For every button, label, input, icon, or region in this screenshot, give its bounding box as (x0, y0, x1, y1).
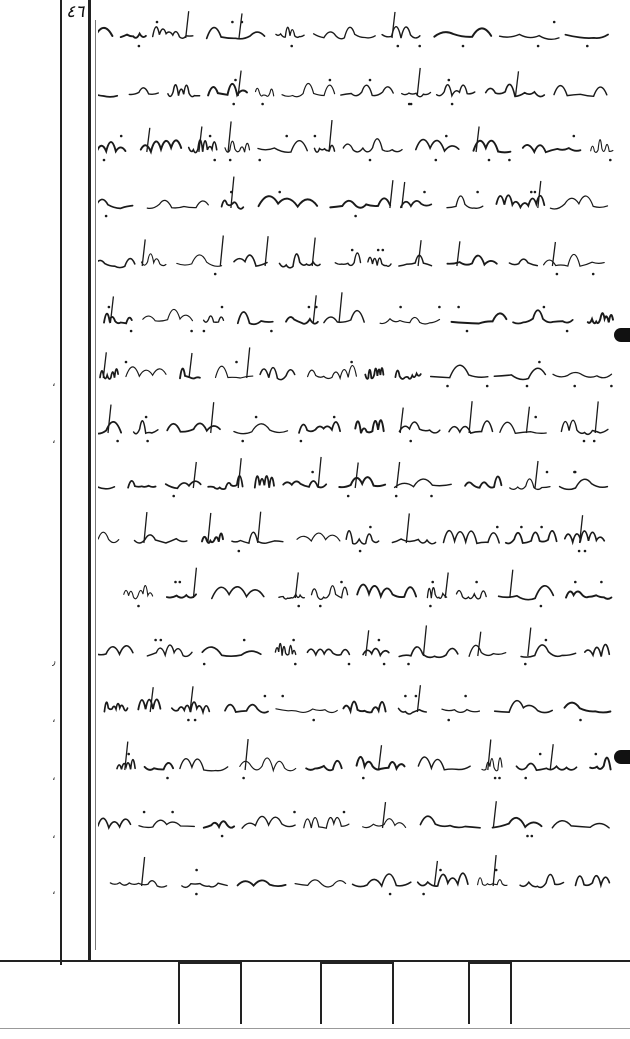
margin-tick: ، (52, 433, 56, 446)
footer-dash-rule (0, 1028, 630, 1029)
margin-rule-thin (95, 20, 96, 950)
folio-number: ٤٦ (66, 2, 85, 22)
margin-tick: ، (52, 884, 56, 897)
manuscript-line (98, 507, 620, 567)
manuscript-line (98, 676, 620, 736)
manuscript-line (98, 562, 620, 622)
footer-box (468, 962, 512, 1024)
margin-rule-outer (60, 0, 62, 965)
manuscript-line (98, 734, 620, 794)
footer-box (320, 962, 394, 1024)
footer-rule (0, 960, 630, 962)
manuscript-line (98, 60, 620, 120)
manuscript-line (98, 287, 620, 347)
manuscript-line (98, 397, 620, 457)
footer-box (178, 962, 242, 1024)
manuscript-line (98, 230, 620, 290)
margin-tick: ، (52, 828, 56, 841)
manuscript-line (98, 792, 620, 852)
margin-tick: ، (52, 376, 56, 389)
margin-tick: ٫ (52, 655, 56, 668)
margin-tick: ، (52, 770, 56, 783)
manuscript-line (98, 620, 620, 680)
manuscript-line (98, 850, 620, 910)
manuscript-line (98, 2, 620, 62)
manuscript-line (98, 342, 620, 402)
margin-tick: ، (52, 712, 56, 725)
manuscript-line (98, 452, 620, 512)
margin-rule-inner (88, 0, 91, 960)
manuscript-line (98, 172, 620, 232)
manuscript-line (98, 116, 620, 176)
